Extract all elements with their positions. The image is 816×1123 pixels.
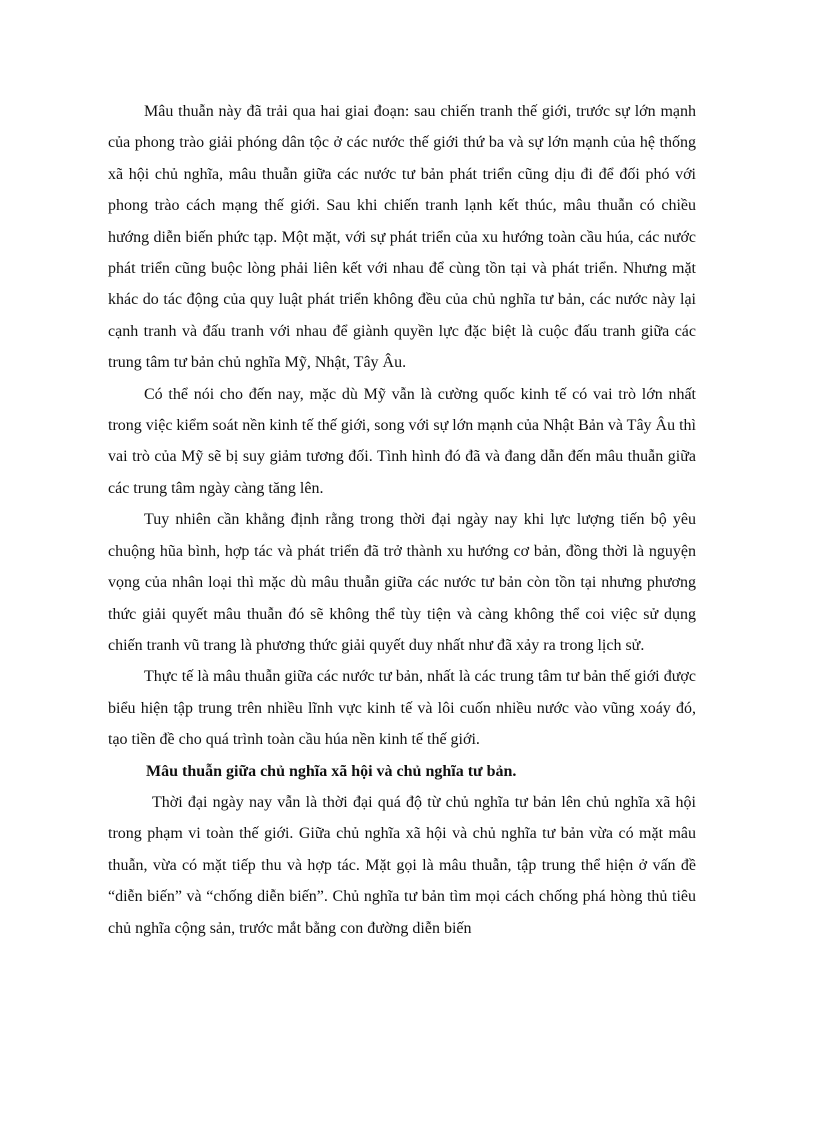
section-heading: Mâu thuẫn giữa chủ nghĩa xã hội và chủ nghĩa tư bản. — [146, 762, 517, 780]
paragraph-5: Thời đại ngày nay vẫn là thời đại quá độ từ chủ nghĩa tư bản lên chủ nghĩa xã hội trong phạm vi toàn thế giới. Giữa chủ nghĩa xã hội và chủ nghĩa tư bản vừa có mặt mâu thuẫn, vừa có mặt tiếp thu và hợp tác. Mặt gọi là mâu thuẫn, tập trung thể hiện ở vấn đề “diễn biến” và “chống diễn biến”. Chủ nghĩa tư bản tìm mọi cách chống phá hòng thủ tiêu chủ nghĩa cộng sản, trước mắt bằng con đường diễn biến — [108, 793, 696, 937]
paragraph-3: Tuy nhiên cần khẳng định rằng trong thời đại ngày nay khi lực lượng tiến bộ yêu chuộng hũa bình, hợp tác và phát triển đã trở thành xu hướng cơ bản, đồng thời là nguyện vọng của nhân loại thì mặc dù mâu thuẫn giữa các nước tư bản còn tồn tại nhưng phương thức giải quyết mâu thuẫn đó sẽ không thể tùy tiện và càng không thể coi việc sử dụng chiến tranh vũ trang là phương thức giải quyết duy nhất như đã xảy ra trong lịch sử. — [108, 511, 696, 654]
document-page — [108, 96, 696, 944]
paragraph-4: Thực tế là mâu thuẫn giữa các nước tư bản, nhất là các trung tâm tư bản thế giới được biểu hiện tập trung trên nhiều lĩnh vực kinh tế và lôi cuốn nhiều nước vào vũng xoáy đó, tạo tiền đề cho quá trình toàn cầu húa nền kinh tế thế giới. — [108, 668, 696, 749]
paragraph-2: Có thể nói cho đến nay, mặc dù Mỹ vẫn là cường quốc kinh tế có vai trò lớn nhất trong việc kiểm soát nền kinh tế thế giới, song với sự lớn mạnh của Nhật Bản và Tây Âu thì vai trò của Mỹ sẽ bị suy giảm tương đối. Tình hình đó đã và đang dẫn đến mâu thuẫn giữa các trung tâm ngày càng tăng lên. — [108, 385, 696, 497]
paragraph-1: Mâu thuẫn này đã trải qua hai giai đoạn: sau chiến tranh thế giới, trước sự lớn mạnh của phong trào giải phóng dân tộc ở các nước thế giới thứ ba và sự lớn mạnh của hệ thống xã hội chủ nghĩa, mâu thuẫn giữa các nước tư bản phát triển cũng dịu đi để đối phó với phong trào cách mạng thế giới. Sau khi chiến tranh lạnh kết thúc, mâu thuẫn có chiều hướng diễn biến phức tạp. Một mặt, với sự phát triển của xu hướng toàn cầu húa, các nước phát triển cũng buộc lòng phải liên kết với nhau để cùng tồn tại và phát triển. Nhưng mặt khác do tác động của quy luật phát triển không đều của chủ nghĩa tư bản, các nước này lại cạnh tranh và đấu tranh với nhau để giành quyền lực đặc biệt là cuộc đấu tranh giữa các trung tâm tư bản chủ nghĩa Mỹ, Nhật, Tây Âu. — [108, 103, 696, 372]
